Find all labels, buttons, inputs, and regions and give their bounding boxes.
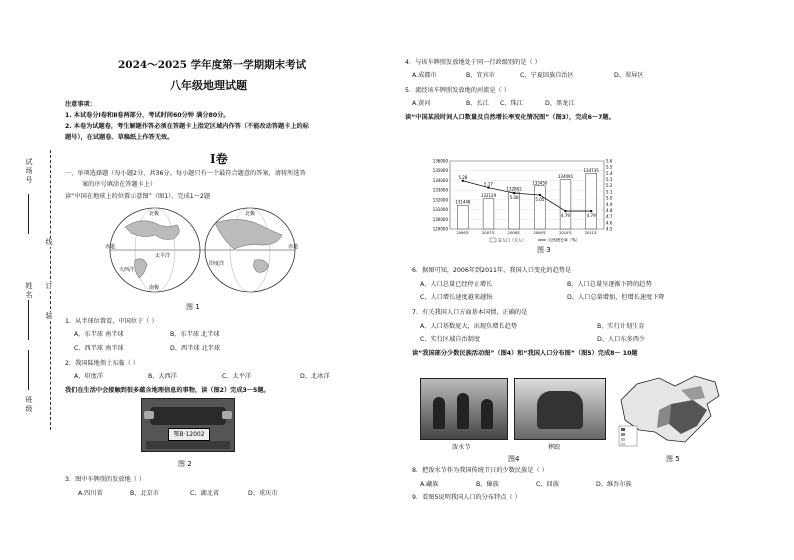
chart-x-tick-label: 2010年 [559,231,572,235]
part-1-heading: Ⅰ卷 [210,152,228,166]
figure-silhouette [433,397,445,429]
chart-y-tick-label: 133000 [432,187,448,193]
q1-option-c[interactable]: C、西半球 南半球 [74,345,124,352]
binding-line-label: 线 [45,238,53,247]
chart-y2-tick-label: 5.5 [606,164,613,170]
binding-mark-label: 装 [45,312,53,321]
q2-stem: 2．我国陆地领土东临（ ） [65,360,139,367]
chart-bar-label: 132802 [506,186,522,192]
map1-label-equator-right: 赤道 [288,244,299,250]
seat-number-label: 试场号 [25,158,33,185]
chart-bar [457,205,468,229]
chart-x-tick-label: 2006年 [456,231,470,235]
figure-4-left-label: 泼水节 [452,444,471,451]
q4-option-b[interactable]: B、宜宾市 [466,72,495,79]
figure-1-world-map [105,205,305,295]
wrestler-silhouette [537,391,583,429]
chart-x-tick-label: 2007年 [482,231,495,235]
q5-option-c[interactable]: C、珠江 [500,100,523,107]
figure-4-caption: 图4 [508,455,520,463]
binding-order-label: 订 [45,282,53,291]
q2-option-c[interactable]: C、太平洋 [222,373,252,380]
chart-legend-bar-swatch [490,238,496,242]
q4-option-d[interactable]: D、翠屏区 [614,72,644,79]
q6-option-b[interactable]: B、人口总量呈逐渐下降的趋势 [567,281,652,288]
chart-y2-tick-label: 5.1 [606,189,613,195]
q8-option-b[interactable]: B、傣族 [476,481,499,488]
chart-y-tick-label: 129000 [432,226,448,232]
q5-stem: 5．流经该车牌照发放地的河流是（ ） [405,87,510,94]
name-blank[interactable] [28,300,30,340]
car-headlight-right [222,411,232,419]
map1-label-equator-left: 赤道 [105,244,116,250]
chart-plot-frame [450,161,604,229]
car-headlight-left [144,411,154,419]
chart-rate-label: 4.79 [586,213,596,219]
car-bumper [146,441,230,449]
figure-4-photo-wrestling [514,378,606,440]
chart-x-tick-label: 2008年 [507,231,521,235]
chart-y-tick-label: 135000 [432,168,448,174]
q7-option-d[interactable]: D、人口东多西少 [597,336,646,343]
chart-x-tick-label: 2009年 [533,231,547,235]
chart-y2-tick-label: 4.6 [606,220,613,226]
notice-heading: 注意事项： [65,101,96,108]
notice-line-2: 2. 本卷为试题卷，考生解题作答必须在答题卡上指定区域内作答（不能改动答题卡上的标 [65,123,309,130]
figure-silhouette [481,399,493,429]
chart-rate-point [564,210,566,212]
exam-title: 2024～2025 学年度第一学期期末考试 [118,59,307,71]
intro-figure-3: 读“中国某段时间人口数量及自然增长率变化情况图”（图3），完成6～7题。 [405,114,615,121]
q4-option-c[interactable]: C、宁夏回族自治区 [520,72,574,79]
chart-bar [534,186,545,229]
q6-stem: 6．据图可知，2006年到2011年，我国人口变化的趋势是 [412,267,572,274]
map1-label-pacific: 太平洋 [155,253,171,259]
chart-y-tick-label: 131000 [432,207,448,213]
chart-bar-label: 134091 [557,174,574,180]
chart-y2-tick-label: 5.3 [606,177,613,183]
class-blank[interactable] [28,350,30,390]
q3-option-c[interactable]: C、湖北省 [190,490,220,497]
map1-label-indian: 印度洋 [209,261,225,267]
q7-stem: 7．有关我国人口方面基本国情，正确的是 [412,309,528,316]
chart-rate-label: 5.08 [509,195,519,201]
section-1-line-1: 一、单项选择题（每小题2分，共36分。每小题只有一个最符合题意的答案，请将所选答 [65,170,306,177]
q2-option-a[interactable]: A、印度洋 [74,373,103,380]
q8-option-c[interactable]: C、回族 [536,481,559,488]
chart-legend-line-label: 自然增长率（%） [548,237,580,243]
q1-option-b[interactable]: B、东半球 北半球 [170,331,220,338]
chart-y2-tick-label: 4.8 [606,207,613,213]
chart-rate-point [590,210,592,212]
q6-option-d[interactable]: D、人口总量增加，但增长速度下降 [567,294,665,301]
class-label: 班级 [25,396,33,414]
chart-y2-tick-label: 4.5 [606,226,613,232]
chart-x-tick-label: 2011年 [584,231,598,235]
chart-y2-tick-label: 5.4 [606,170,613,176]
chart-bar [483,199,494,229]
chart-rate-point [487,186,489,188]
chart-rate-label: 5.17 [484,181,493,187]
chart-bar-label: 132129 [480,193,497,199]
chart-y2-tick-label: 4.7 [606,214,613,220]
map1-label-north-pole-left: 北极 [149,211,160,217]
chart-rate-point [513,192,515,194]
chart-rate-label: 4.79 [561,213,570,219]
q8-stem: 8．把泼水节作为我国传统节日的少数民族是（ ） [412,467,548,474]
q7-option-c[interactable]: C、实行区域自治制度 [420,336,481,343]
map1-label-north-pole-right: 北极 [245,211,256,217]
figure-2-car-photo [141,398,235,452]
notice-line-3: 题号），在试题卷、草稿纸上作答无效。 [65,134,174,141]
chart-y-tick-label: 132000 [432,197,448,203]
q3-stem: 3．图中车牌照的发放地（ ） [65,476,146,483]
name-label: 姓名 [25,282,33,300]
license-plate: 鄂B·12002 [168,428,210,441]
q8-option-d[interactable]: D、维吾尔族 [596,481,632,488]
figure-5-caption: 图 5 [666,455,680,463]
q5-option-b[interactable]: B、长江 [466,100,489,107]
map1-label-south-pole: 南极 [149,285,160,291]
figure-2-caption: 图 2 [178,460,192,468]
section-1-line-2: 案的序号填涂在答题卡上） [82,181,157,188]
q3-option-b[interactable]: B、北京市 [130,490,159,497]
chart-rate-label: 5.28 [458,174,468,180]
chart-y-tick-label: 136000 [432,158,448,164]
figure-3-caption: 图 3 [537,246,551,254]
chart-bar [586,173,597,229]
figure-5-china-population-map [615,370,723,450]
exam-subtitle: 八年级地理试题 [170,79,247,92]
q3-option-d[interactable]: D、重庆市 [248,490,278,497]
chart-bar-label: 131448 [455,199,471,205]
q3-option-a[interactable]: A.四川省 [78,490,103,497]
figure-silhouette [457,393,469,429]
population-chart-svg [420,155,630,250]
figure-4-photo-water-festival [420,378,508,440]
q2-option-b[interactable]: B、大西洋 [148,373,177,380]
chart-y-tick-label: 130000 [432,216,448,222]
q4-option-a[interactable]: A.成都市 [412,72,437,79]
figure-4-right-label: 摔跤 [548,444,561,451]
q1-stem: 1．从半球位置看，中国位于（ ） [65,318,158,325]
q7-option-a[interactable]: A、人口基数庞大，出现负增长趋势 [420,323,518,330]
q1-option-d[interactable]: D、西半球 北半球 [170,345,221,352]
q8-option-a[interactable]: A.藏族 [420,481,439,488]
chart-rate-point [462,180,464,182]
read-figure-1: 读“中国在地球上的位置示意图”（图1），完成1～2题 [65,193,211,200]
q7-option-b[interactable]: B、实行计划生育 [597,323,645,330]
chart-y2-tick-label: 4.9 [606,201,613,207]
q4-stem: 4．与该车牌照发放地处于同一行政级别的是（ ） [405,59,541,66]
q5-option-d[interactable]: D、黑龙江 [545,100,575,107]
chart-y2-tick-label: 5.6 [606,158,613,164]
q5-option-a[interactable]: A.黄河 [412,100,431,107]
chart-rate-point [539,194,541,196]
q2-option-d[interactable]: D、北冰洋 [300,373,330,380]
figure-3-chart [420,155,630,250]
chart-legend-bar-label: 总人口（万人） [498,237,526,243]
figure-1-caption: 图 1 [186,303,200,311]
chart-y2-tick-label: 5.0 [606,195,613,201]
map1-label-atlantic: 大西洋 [119,267,135,273]
notice-line-1: 1. 本试卷分Ⅰ卷和Ⅱ卷两部分，考试时间60分钟 满分80分。 [65,112,230,119]
chart-y-tick-label: 134000 [432,177,448,183]
chart-bar-label: 134735 [583,167,599,173]
chart-bar-label: 133450 [532,180,548,186]
chart-bar [560,180,571,229]
seat-number-blank[interactable] [28,194,30,234]
q6-option-c[interactable]: C、人口增长速度越来越快 [420,294,493,301]
intro-figure-2: 我们在生活中会接触到很多蕴含地理信息的事物，读（图2）完成3～5题。 [65,387,270,394]
q1-option-a[interactable]: A、东半球 南半球 [74,331,124,338]
chart-y2-tick-label: 5.2 [606,183,613,189]
q6-option-a[interactable]: A、人口总量已经停止增长 [420,281,493,288]
intro-figure-4-5: 读“我国部分少数民族活动图”（图4）和“我国人口分布图”（图5）完成8～ 10题 [412,350,638,357]
q9-stem: 9．看图5说明我国人口的分布特点（ ） [412,494,521,501]
chart-rate-label: 5.05 [535,197,545,202]
car-grille [150,407,226,425]
